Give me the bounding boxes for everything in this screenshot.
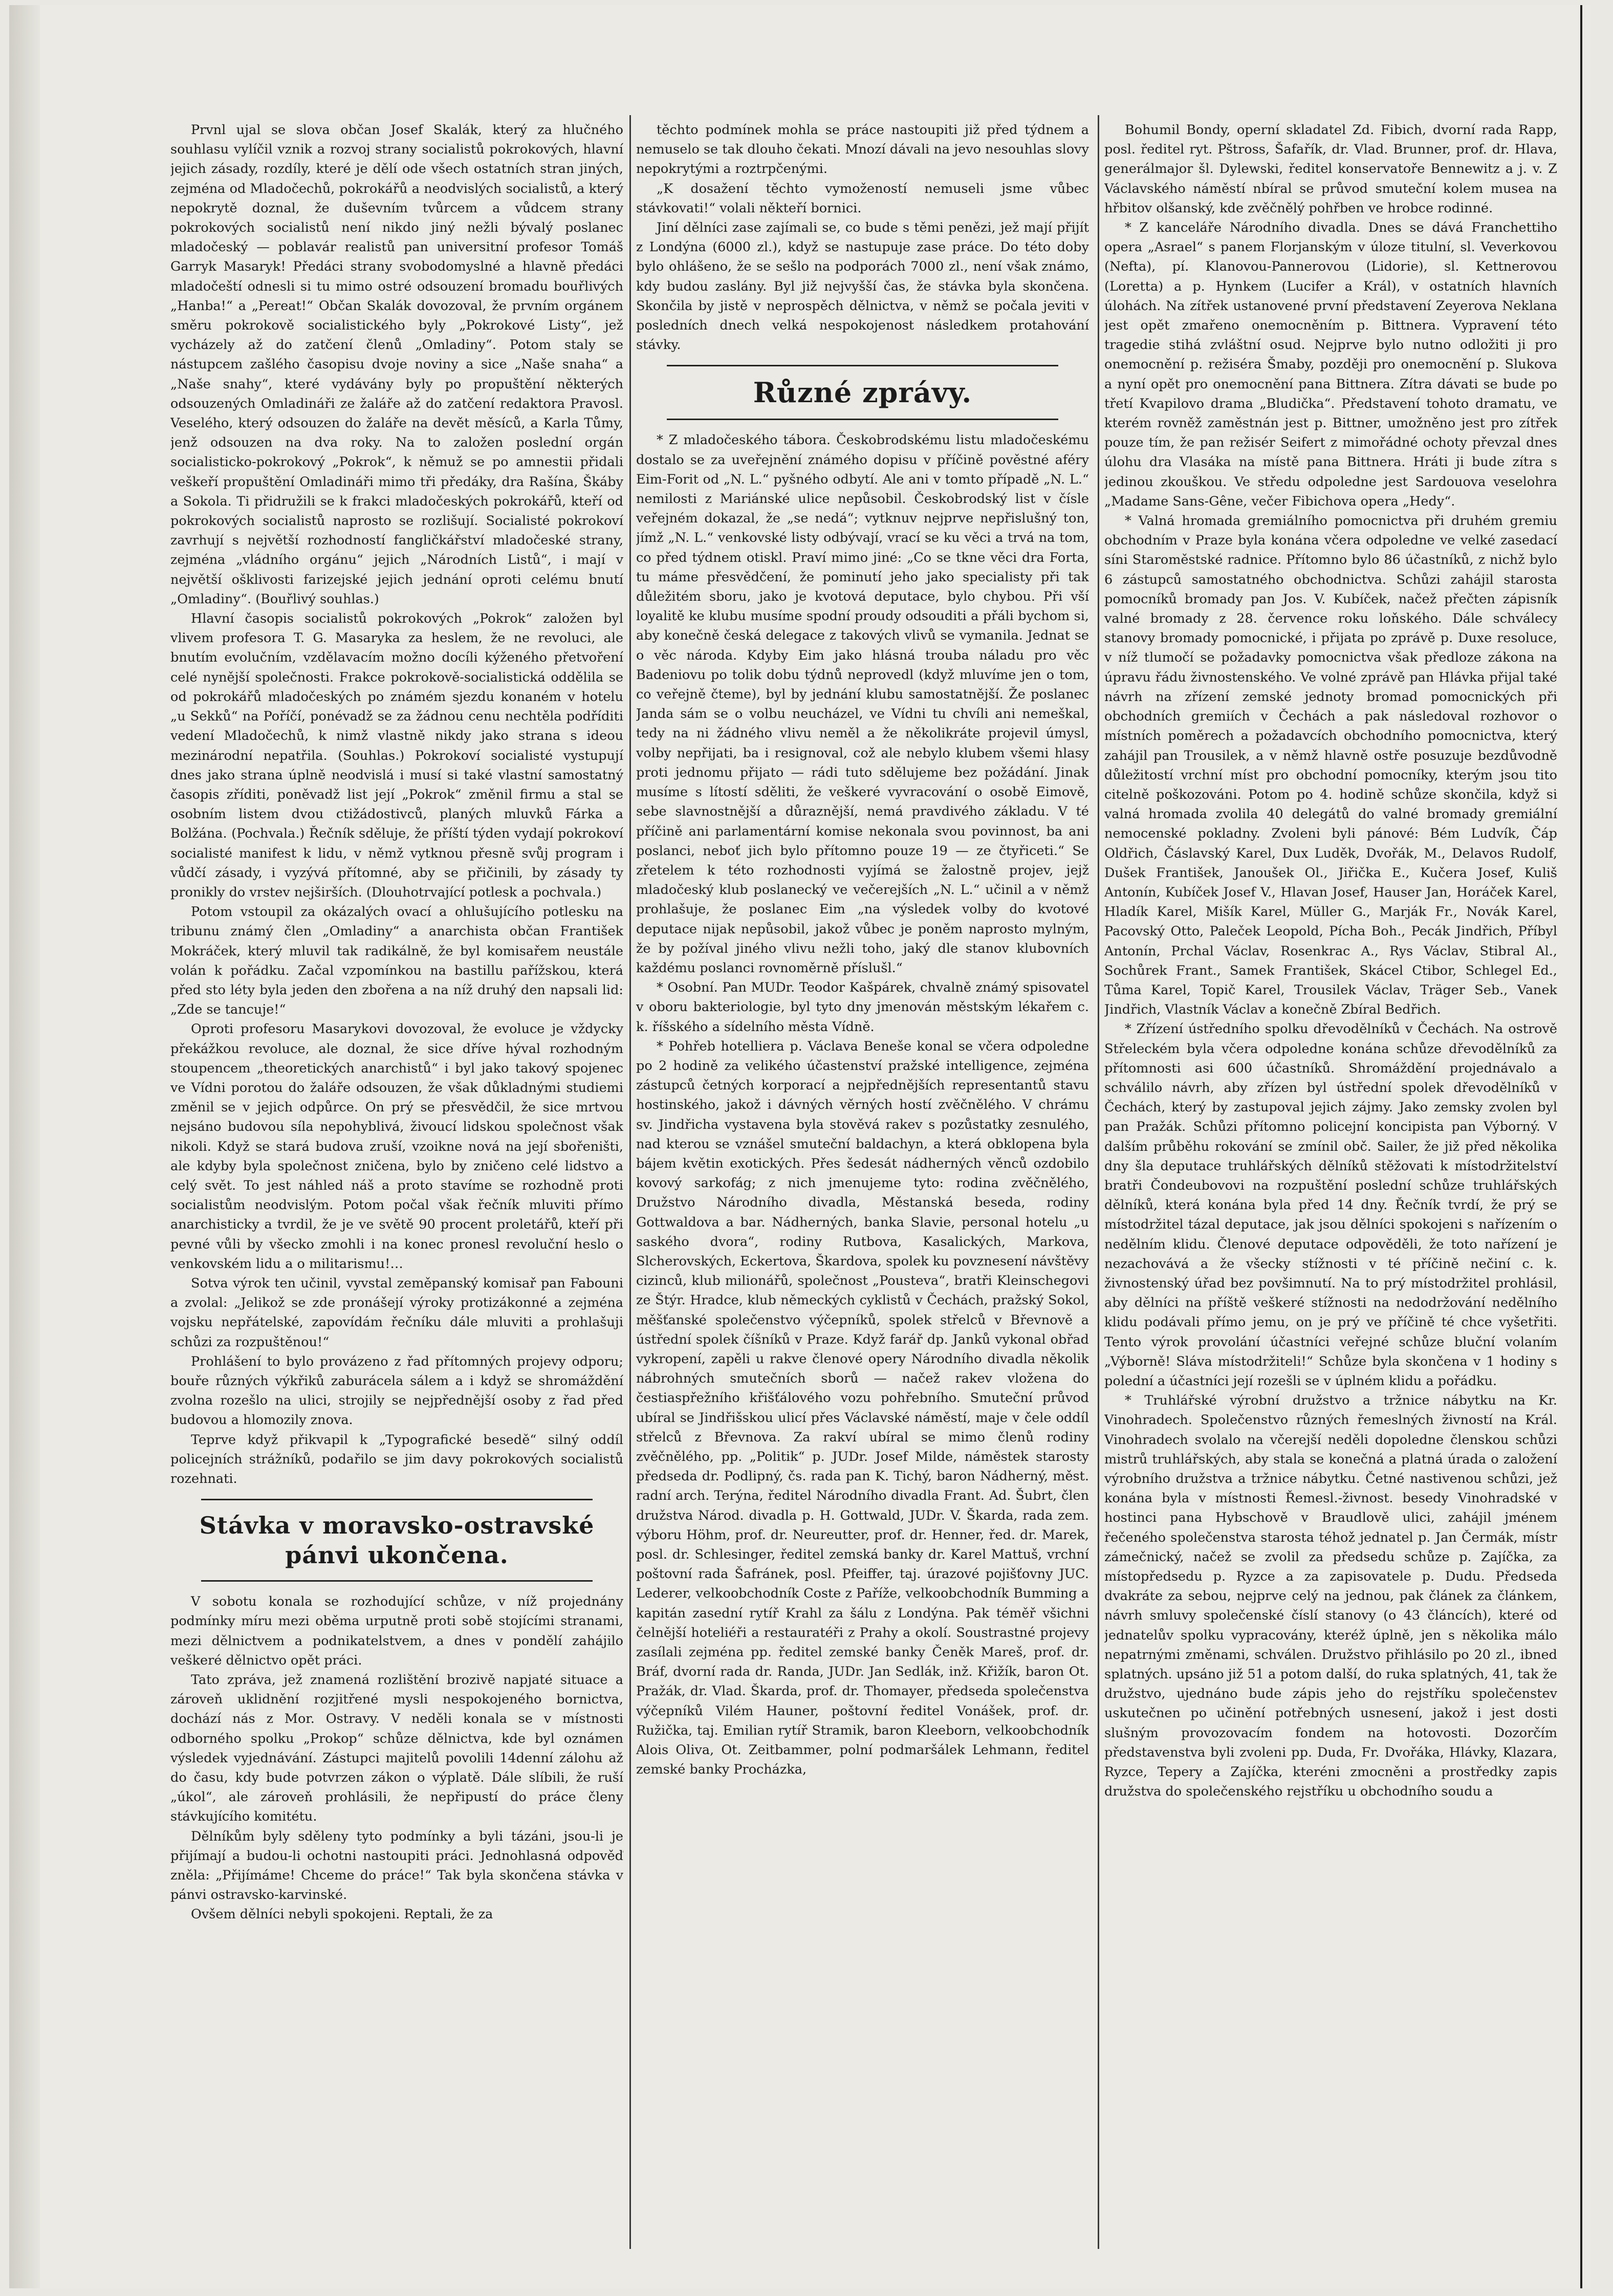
- paragraph: Oproti profesoru Masarykovi dovozoval, že evoluce je vždycky překážkou revoluce, ale doznal, že sice dříve hýval rozhodným stoupencem „theoretických anarchistů“ i byl jako takový spojenec ve Vídni porotou do žaláře odsouzen, že však důkladnými studiemi změnil se v jejich odpůrce. On prý se přesvědčil, že sice mrtvou nejsáno budovou síla nepohyblivá, živoucí lidskou společnost však nikoli. Když se stará budova zruší, vzoikne nová na její sbořeništi, ale kdyby byla společnost zničena, bylo by zničeno celé lidstvo a celý svět. To jest náhled náš a proto stavíme se rozhodně proti socialistům neodvislým. Potom počal však řečník mluviti přímo anarchisticky a tvrdil, že je ve světě 90 procent proletářů, kteří při pevné vůli by všecko zmohli i na konec pronesl revoluční heslo o venkovském lidu a o militarismu!…: [170, 1021, 623, 1272]
- paragraph: * Z kanceláře Národního divadla. Dnes se dává Franchettiho opera „Asrael“ s panem Florjanským v úloze titulní, sl. Veverkovou (Nefta), pí. Klanovou-Pannerovou (Lidorie), sl. Kettnerovou (Loretta) a p. Hynkem (Lucifer a Král), v ostatních hlavních úlohách. Na zítřek ustanovené první představení Zeyerova Neklana jest opět zmařeno onemocněním p. Bittnera. Vypravení této tragedie stihá zvláštní osud. Nejprve bylo nutno odložiti ji pro onemocnění p. režiséra Šmaby, později pro onemocnění p. Slukova a nyní opět pro onemocnění pana Bittnera. Zítra dávati se bude po třetí Kvapilovo drama „Bludička“. Představení tohoto dramatu, ve kterém rovněž zaměstnán jest p. Bittner, umožněno jest pro zítřek pouze tím, že pan režisér Seifert z mimořádné ochoty převzal dnes úlohu dra Vlasáka na místě pana Bittnera. Hráti ji bude zítra s jedinou zkouškou. Ve středu odpoledne jest Sardouova veselohra „Madame Sans-Gêne, večer Fibichova opera „Hedy“.: [1104, 220, 1557, 509]
- paragraph: Sotva výrok ten učinil, vyvstal zeměpanský komisař pan Fabouni a zvolal: „Jelikož se zde pronášejí výroky protizákonné a zejména vojsku nepřátelské, zapovídám řečníku dále mluviti a prohlašuji schůzi za rozpuštěnou!“: [170, 1275, 623, 1350]
- paragraph: Jiní dělníci zase zajímali se, co bude s těmi penězi, jež mají přijít z Londýna (6000 zl.), když se nastupuje zase práce. Do této doby bylo ohlášeno, že se sešlo na podporách 7000 zl., není však známo, kdy budou zaslány. Byl již nejvyšší čas, že stávka byla skončena. Skončila by jistě v neprospěch dělnictva, v němž se počala jeviti v posledních dnech velká nespokojenost následkem protahování stávky.: [636, 220, 1089, 353]
- paragraph: * Valná hromada gremiálního pomocnictva při druhém gremiu obchodním v Praze byla konána včera odpoledne ve velké zasedací síni Staroměstské radnice. Přítomno bylo 86 účastníků, z nichž bylo 6 zástupců samostatného obchodnictva. Schůzi zahájil starosta pomocníků bromady pan Jos. V. Kubíček, načež přečten zápisník valné bromady z 28. července roku loňského. Dále schválecy stanovy bromady pomocnické, i přijata po zprávě p. Duxe resoluce, v níž tlumočí se požadavky pomocnictva však předloze zákona na úpravu řádu živnostenského. Ve volné zprávě pan Hlávka přijal také návrh na zřízení zemské jednoty bromad pomocnických při obchodních gremiích v Čechách a pak následoval rozhovor o místních poměrech a požadavcích obchodního pomocnictva, který zahájil pan Trousilek, a v němž hlavně ostře posuzuje bezdůvodně důležitostí vrchní míst pro obchodní pomocníky, kterým jsou tito citelně poškozováni. Potom po 4. hodině schůze skončila, když si valná hromada zvolila 40 delegátů do valné bromady gremiální nemocenské pokladny. Zvoleni byli pánové: Bém Ludvík, Čáp Oldřich, Čáslavský Karel, Dux Luděk, Dvořák, M., Delavos Rudolf, Dušek František, Janoušek Ol., Jiřička E., Kučera Josef, Kuliš Antonín, Kubíček Josef V., Hlavan Josef, Hauser Jan, Horáček Karel, Hladík Karel, Mišík Karel, Müller G., Marják Fr., Novák Karel, Pacovský Otto, Paleček Leopold, Pícha Boh., Pecák Jindřich, Příbyl Antonín, Prchal Václav, Rosenkrac A., Rys Václav, Stibral Al., Sochůrek Frant., Samek František, Skácel Ctibor, Schlegel Ed., Tůma Karel, Topič Karel, Trousilek Václav, Träger Seb., Vanek Jindřich, Vlastník Václav a konečně Zbíral Bedřich.: [1104, 513, 1557, 1018]
- column-divider: [1098, 115, 1099, 2249]
- paragraph: * Pohřeb hotelliera p. Václava Beneše konal se včera odpoledne po 2 hodině za velikého účastenství pražské intelligence, zejména zástupců četných korporací a nejpřednějších representantů stavu hostinského, jakož i dávných věrných hostí zvěčnělého. V chrámu sv. Jindřicha vystavena byla stověvá rakev s pozůstatky zesnulého, nad kterou se vznášel smuteční baldachyn, a která obklopena byla bájem květin exotických. Přes šedesát nádherných věnců ozdobilo kovový sarkofág; z nich jmenujeme tyto: rodina zvěčnělého, Družstvo Národního divadla, Městanská beseda, rodiny Gottwaldova a bar. Nádherných, banka Slavie, personal hotelu „u saského dvora“, rodiny Rutbova, Kasalických, Markova, Slcherovských, Eckertova, Škardova, spolek ku povznesení návštěvy cizinců, klub milionářů, společnost „Pousteva“, bratři Kleinschegovi ze Štýr. Hradce, klub německých cyklistů v Čechách, pražský Sokol, měšťanské společenstvo výčepníků, spolek střelců v Břevnově a ústřední spolek číšníků v Praze. Když farář dp. Janků vykonal obřad vykropení, zapěli u rakve členové opery Národního divadla několik nábrohných smutečních sborů — načež rakev vložena do čestiaspřežního křišťálového vozu pohřebního. Smuteční průvod ubíral se Jindřišskou ulicí přes Václavské náměstí, maje v čele oddíl střelců z Břevnova. Za rakví ubíral se mimo členů rodiny zvěčnělého, pp. „Politik“ p. JUDr. Josef Milde, náměstek starosty předseda dr. Podlipný, čs. rada pan K. Tichý, baron Nádherný, měst. radní arch. Terýna, ředitel Národního divadla Frant. Ad. Šubrt, člen družstva Národ. divadla p. H. Gottwald, JUDr. V. Škarda, rada zem. výboru Höhm, prof. dr. Neureutter, prof. dr. Henner, řed. dr. Marek, posl. dr. Schlesinger, ředitel zemská banky dr. Karel Mattuš, vrchní poštovní rada Šafránek, posl. Pfeiffer, taj. úrazové pojišťovny JUC. Lederer, velkoobchodník Coste z Paříže, velkoobchodník Bumming a kapitán zasední rytíř Krahl za šálu z Londýna. Pak téměř všichni čelnější hoteliéři a restauratéři z Prahy a okolí. Soustrastné projevy zasílali zejména pp. ředitel zemské banky Čeněk Mareš, prof. dr. Bráf, dvorní rada dr. Randa, JUDr. Jan Sedlák, inž. Křižík, baron Ot. Pražák, dr. Vlad. Škarda, prof. dr. Thomayer, předseda společenstva výčepníků Vilém Hauner, poštovní ředitel Vonášek, prof. dr. Ružička, taj. Emilian rytíř Stramik, baron Kleeborn, velkoobchodník Alois Oliva, Ot. Zeitbammer, polní podmaršálek Lehmann, ředitel zemské banky Procházka,: [636, 1038, 1089, 1778]
- paragraph: V sobotu konala se rozhodující schůze, v níž projednány podmínky míru mezi oběma urputně proti sobě stojícími stranami, mezi dělnictvem a podnikatelstvem, a dnes v pondělí zahájilo veškeré dělnictvo opět práci.: [170, 1594, 623, 1668]
- page-edge-rule: [1580, 5, 1582, 2288]
- column-divider: [629, 115, 631, 2249]
- paragraph: „K dosažení těchto vymožeností nemuseli jsme vůbec stávkovati!“ volali někteří bornici.: [636, 181, 1089, 216]
- paragraph: Tato zpráva, jež znamená rozlištění brozivě napjaté situace a zároveň uklidnění rozjitřené mysli nespokojeného bornictva, dochází nás z Mor. Ostravy. V neděli konala se v místnosti odborného spolku „Prokop“ schůze dělnictva, kde byl oznámen výsledek vyjednávání. Zástupci majitelů povolili 14denní zálohu až do času, kdy bude potvrzen zákon o výplatě. Dále slíbili, že ruší „úkol“, ale zároveň prohlásili, že nepřipustí do práce členy stávkujícího komitétu.: [170, 1672, 623, 1825]
- paragraph: * Zřízení ústředního spolku dřevodělníků v Čechách. Na ostrově Střeleckém byla včera odpoledne konána schůze dřevodělníků za přítomnosti asi 600 účastníků. Shromáždění projednávalo a schválilo návrh, aby zřízen byl ústřední spolek dřevodělníků v Čechách, který by zastupoval jejich zájmy. Jako zemsky zvolen byl pan Pražák. Schůzi přítomno policejní koncipista pan Výborný. V dalším průběhu rokování se zmínil obč. Sailer, že již před několika dny šla deputace truhlářských dělníků stěžovati k místodržitelství bratři Čondeubovovi na rozpuštění poslední schůze truhlářských dělníků, která konána byla před 14 dny. Řečník tvrdí, že prý se místodržitel tázal deputace, jak jsou dělníci spokojeni s nařízením o nedělním klidu. Členové deputace odpověděli, že toto nařízení je nezachovává a že všecky stížnosti v té příčině nečiní c. k. živnostenský úřad bez povšimnutí. Na to prý místodržitel prohlásil, aby dělníci na příště veškeré stížnosti na nedodržování nedělního klidu podávali přímo jemu, on je prý ve příčině té chce vyšetřiti. Tento výrok provolání účastníci veřejné schůze bluční volaním „Výborně! Sláva místodržiteli!“ Schůze byla skončena v 1 hodiny s polední a účastníci její rozešli se v úplném klidu a pořádku.: [1104, 1021, 1557, 1389]
- column-3: [1104, 120, 1557, 2249]
- paragraph: Prohlášení to bylo provázeno z řad přítomných projevy odporu; bouře různých výkřiků zaburácela sálem a i když se shromáždění zvolna rozešlo na ulici, strojily se nejpřednější osoby z řad před budovou a hlomozily znova.: [170, 1353, 623, 1428]
- section-rule: [667, 419, 1058, 420]
- column-2: [636, 120, 1089, 2249]
- paragraph: Hlavní časopis socialistů pokrokových „Pokrok“ založen byl vlivem profesora T. G. Masaryka za heslem, že ne revoluci, ale bnutím evolučním, vzdělavacím možno docíli kýženého přetvoření celé nynější společnosti. Frakce pokrokově-socialistická oddělila se od pokrokářů mladočeských po známém sjezdu konaném v hotelu „u Sekků“ na Poříčí, ponévadž se za žádnou cenu nechtěla podříditi vedení Mladočechů, k nimž vlastně nikdy jako strana s ideou mezinárodní nepatřila. (Souhlas.) Pokrokoví socialisté vystupují dnes jako strana úplně neodvislá i musí si také vlastní samostatný časopis zříditi, poněvadž list její „Pokrok“ změnil firmu a stal se osobním listem dvou ctižádostivců, planých mluvků Fárka a Bolžána. (Pochvala.) Řečník sděluje, že příští týden vydají pokrokoví socialisté manifest k lidu, v němž vytknou přesně svůj program i vůdčí zásady, i vyzývá přítomné, aby se přičinili, by zásady ty pronikly do vrstev nejširších. (Dlouhotrvající potlesk a pochvala.): [170, 611, 623, 900]
- headline-strike: Stávka v moravsko-ostravské pánvi ukončena.: [199, 1512, 595, 1569]
- section-rule: [201, 1580, 593, 1582]
- paragraph: Ovšem dělníci nebyli spokojeni. Reptali, že za: [191, 1907, 493, 1922]
- section-rule: [201, 1499, 593, 1500]
- section-rule: [667, 365, 1058, 366]
- paragraph: těchto podmínek mohla se práce nastoupiti již před týdnem a nemuselo se tak dlouho čekati. Mnozí dávali na jevo nesouhlas slovy nepokrytými a roztrpčenými.: [636, 122, 1089, 177]
- headline-various-news: Různé zprávy.: [753, 376, 972, 409]
- paragraph: Potom vstoupil za okázalých ovací a ohlušujícího potlesku na tribunu známý člen „Omladiny“ a anarchista občan František Mokráček, který mluvil tak radikálně, že byl komisařem neustále volán k pořádku. Začal vzpomínkou na bastillu pařížskou, která před sto léty byla jeden den zbořena a na níž druhý den napsali lid: „Zde se tancuje!“: [170, 904, 623, 1018]
- page-gutter: [9, 5, 40, 2288]
- paragraph: * Osobní. Pan MUDr. Teodor Kašpárek, chvalně známý spisovatel v oboru bakteriologie, byl tyto dny jmenován městským lékařem c. k. říšského a sídelního města Vídně.: [636, 980, 1089, 1035]
- paragraph: * Truhlářské výrobní družstvo a tržnice nábytku na Kr. Vinohradech. Společenstvo různých řemeslných živností na Král. Vinohradech svolalo na včerejší neděli dopoledne členskou schůzi mistrů truhlářských, aby stala se konečná a platná úrada o založení výrobního družstva a tržnice nábytku. Četné nastivenou schůzi, jež konána byla v místnosti Řemesl.-živnost. besedy Vinohradské v hostinci pana Hybschově v Braudlově ulici, zahájil jménem řečeného společenstva starosta téhož jednatel p. Jan Čermák, místr zámečnický, načež se zvolil za předsedu schůze p. Zajíčka, za místopředsedu p. Ryzce a za zapisovatele p. Dudu. Předseda dvakráte za sebou, nejprve celý na jednou, pak článek za článkem, návrh smluvy společenské číslí stanovy (o 43 článcích), které od jednatelův spolku vypracovány, kteréž úplně, jen s několika málo nepatrnými změnami, schválen. Družstvo přihlásilo po 20 zl., ibned splatných. upsáno již 51 a potom další, do ruka splatných, 41, tak že družstvo, ujednáno bude zápis jeho do rejstříku společenstev uskutečnen po učinění potřebných usnesení, jakož i jest dosti slušným provozovacím fondem na hotovosti. Dozorčím představenstva byli zvoleni pp. Duda, Fr. Dvořáka, Hlávky, Klazara, Ryzce, Tepery a Zajíčka, kteréni zmocněni a prostředky zapis družstva do společenského rejstříku u obchodního soudu a: [1104, 1393, 1557, 1800]
- paragraph: Prvnl ujal se slova občan Josef Skalák, který za hlučného souhlasu vylíčil vznik a rozvoj strany socialistů pokrokových, hlavní jejich zásady, rozdíly, které je dělí ode všech ostatních stran jiných, zejména od Mladočechů, pokrokářů a neodvislých socialistů, a který nepokrytě doznal, že duševním tvůrcem a vůdcem strany pokrokových socialistů není nikdo jiný nežli bývalý poslanec mladočeský — poblavár realistů pan universitní profesor Tomáš Garryk Masaryk! Předáci strany svobodomyslné a hlavně předáci mladočeští odnesli si tu mimo ostré odsouzení bromadu bouřlivých „Hanba!“ a „Pereat!“ Občan Skalák dovozoval, že prvním orgánem směru pokrokově socialistického byly „Pokrokové Listy“, jež vycházely až do zatčení členů „Omladiny“. Potom staly se nástupcem zašlého časopisu dvoje noviny a sice „Naše snaha“ a „Naše snahy“, které vydávány byly po propuštění některých odsouzených Omladináři ze žaláře až do zatčení redaktora Pravosl. Veselého, který odsouzen do žaláře na devět měsíců, a Karla Tůmy, jenž odsouzen na dva roky. Na to založen poslední orgán socialisticko-pokrokový „Pokrok“, k němuž se po amnestii přidali veškeří propuštění Omladináři mimo tři předáky, dra Rašína, Škáby a Sokola. Ti přidružili se k frakci mladočeských pokrokářů, kteří od pokrokových socialistů naprosto se rozlišují. Socialisté pokrokoví zavrhují s největší rozhodností fangličkářství mladočeské strany, zejména „vládního orgánu“ jejich „Národních Listů“, i mají v největší ošklivosti farizejské jejich jednání oproti celému bnutí „Omladiny“. (Bouřlivý souhlas.): [170, 122, 623, 607]
- newspaper-page: [9, 5, 1590, 2288]
- paragraph: * Z mladočeského tábora. Českobrodskému listu mladočeskému dostalo se za uveřejnění známého dopisu v příčině pověstné aféry Eim-Forit od „N. L.“ pyšného odbytí. Ale ani v tomto případě „N. L.“ nemilosti z Mariánské ulice nepůsobil. Českobrodský list v čísle veřejném dokazal, že „se nedá“; vytknuv nejprve nepřislušný ton, jímž „N. L.“ venkovské listy odbývají, vrací se ku věci a trvá na tom, co před týdnem otiskl. Praví mimo jiné: „Co se tkne věci dra Forta, tu máme přesvědčení, že pominutí jeho jako specialisty při tak důležitém sboru, jako je kvotová deputace, bylo chybou. Při vší loyalitě ke klubu musíme spodní proudy odsouditi a přáli bychom si, aby konečně česká delegace z takových vlivů se vymanila. Jednat se o věc národa. Kdyby Eim jako hlásná trouba náladu pro věc Badeniovu po tolik dobu týdnů neprovedl (když mluvíme jen o tom, co veřejně čteme), byl by jednání klubu samostatnější. Že poslanec Janda sám se o volbu neucházel, ve Vídni tu chvíli ani nemeškal, tedy na ni žádného vlivu neměl a že několikráte projevil úmysl, volby nepřijati, ba i resignoval, což ale nebylo klubem všemi hlasy proti jednomu přijato — rádi tuto sdělujeme bez požádání. Jinak musíme s lítostí sděliti, že veškeré vyvracování o osobě Eimově, sebe slavnostnější a důraznější, nemá pravdivého základu. V té příčině ani parlamentární komise nekonala svou povinnost, ba ani poslanci, neboť jich bylo přítomno pouze 19 — ze čtyřiceti.“ Se zřetelem k této rozhodnosti vyjímá se žalostně projev, jejž mladočeský klub poslanecký ve večerejších „N. L.“ učinil a v němž prohlašuje, že poslanec Eim „na výsledek volby do kvotové deputace nijak nepůsobil, jakož vůbec je poněm naprosto mylným, že by požíval jiného vlivu nežli toho, jaký dle stanov klubovních každému poslanci rovnoměrně příslušl.“: [636, 432, 1089, 976]
- paragraph: Dělníkům byly sděleny tyto podmínky a byli tázáni, jsou-li je přijímají a budou-li ochotni nastoupiti práci. Jednohlasná odpověď zněla: „Přijímáme! Chceme do práce!“ Tak byla skončena stávka v pánvi ostravsko-karvinské.: [170, 1828, 623, 1903]
- paragraph: Bohumil Bondy, operní skladatel Zd. Fibich, dvorní rada Rapp, posl. ředitel ryt. Pštross, Šafařík, dr. Vlad. Brunner, prof. dr. Hlava, generálmajor šl. Dylewski, ředitel konservatoře Bennewitz a j. v. Z Václavského náměstí nbíral se průvod smuteční kolem musea na hřbitov olšanský, kde zvěčnělý pohřben ve hrobce rodinné.: [1104, 122, 1557, 216]
- column-1: [170, 120, 623, 2249]
- paragraph: Teprve když přikvapil k „Typografické besedě“ silný oddíl policejních strážníků, podařilo se jim davy pokrokových socialistů rozehnati.: [170, 1432, 623, 1487]
